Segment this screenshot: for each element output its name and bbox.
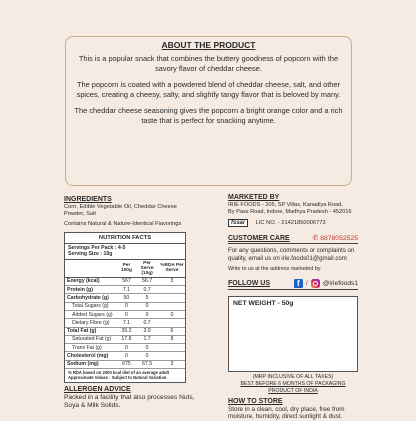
nutrition-header: Per Serve (10g) (135, 260, 159, 278)
nutrient-label: Saturated Fat (g) (65, 335, 118, 343)
nutrient-value: 0.7 (135, 286, 159, 294)
marketed-address-1: IRIE FOODS - 205, SP Villas, Kanadiya Road, (228, 202, 343, 208)
serving-info (65, 244, 185, 260)
nutrient-value: 5 (135, 294, 159, 302)
servings-per-pack: Servings Per Pack : 4-5 (68, 245, 126, 251)
nutrient-value: 0 (118, 302, 135, 310)
nutrient-value: 8 (159, 335, 185, 343)
nutrition-row (65, 352, 185, 360)
nutrient-value: 0 (135, 352, 159, 360)
mrp-info (228, 374, 358, 395)
customer-care-text: For any questions, comments or complaints on quality, email us on irie.foods01@gmail.com (228, 247, 355, 262)
net-weight: NET WEIGHT - 50g (233, 299, 294, 307)
nutrient-value: 0 (135, 344, 159, 352)
social-handle[interactable]: @iriefoods1 (322, 279, 358, 287)
nutrition-row (65, 302, 185, 310)
approx-note: Approximate Values : Subject to Natural Variation (68, 374, 167, 380)
license-number: LIC NO. - 21421850006773 (255, 219, 326, 226)
divider (228, 243, 358, 244)
nutrient-label: Trans Fat (g) (65, 344, 118, 352)
nutrient-value: 0 (159, 310, 185, 318)
facebook-icon[interactable]: f (294, 279, 303, 288)
nutrition-row (65, 310, 185, 318)
nutrient-value (159, 286, 185, 294)
nutrient-value: 1.7 (135, 335, 159, 343)
nutrient-label: Dietary Fibre (g) (65, 319, 118, 327)
nutrient-value: 0 (135, 310, 159, 318)
nutrient-value: 50 (118, 294, 135, 302)
mrp-note: (MRP INCLUSIVE OF ALL TAXES) (252, 373, 334, 380)
nutrient-value: 0 (135, 302, 159, 310)
social-links (294, 279, 358, 288)
net-weight-box (228, 296, 358, 372)
customer-care-header (228, 234, 358, 242)
fssai-row (228, 219, 358, 227)
storage-text: Store in a clean, cool, dry place, free from moisture, humidity, direct sunlight & dust. (228, 405, 345, 421)
nutrient-value: 3 (159, 277, 185, 285)
allergen-section (64, 386, 204, 410)
nutrition-row (65, 360, 185, 368)
nutrient-label: Total Fat (g) (65, 327, 118, 335)
nutrient-value (159, 294, 185, 302)
about-paragraph-2: The popcorn is coated with a powdered blend of cheddar cheese, salt, and other spices, creating a cheesy, salty, and slightly tangy flavor that is beloved by many. (76, 80, 341, 99)
country-of-origin: PRODUCT OF INDIA (268, 387, 318, 394)
nutrient-label: Total Sugars (g) (65, 302, 118, 310)
storage-title: HOW TO STORE (228, 397, 283, 405)
nutrient-value: 7.1 (118, 286, 135, 294)
nutrient-label: Carbohydrate (g) (65, 294, 118, 302)
nutrient-value (159, 302, 185, 310)
about-box (65, 36, 352, 186)
left-column (64, 196, 198, 383)
nutrition-row (65, 335, 185, 343)
allergen-text: Packed in a facility that also processes Nuts, Soya & Milk Solids. (64, 394, 195, 409)
nutrition-row (65, 344, 185, 352)
nutrient-label: Added Sugars (g) (65, 310, 118, 318)
nutrient-value: 0 (118, 310, 135, 318)
nutrient-value: 675 (118, 360, 135, 368)
nutrient-value: 39.2 (118, 327, 135, 335)
marketed-address-2: By Pass Road, Indore, Madhya Pradesh - 452016 (228, 209, 352, 216)
about-paragraph-1: This is a popular snack that combines the buttery goodness of popcorn with the savory flavor of cheddar cheese. (78, 54, 339, 73)
nutrient-value: 0 (118, 352, 135, 360)
fssai-logo: fssai (228, 219, 248, 227)
separator: / (305, 279, 308, 287)
marketed-by-title: MARKETED BY (228, 194, 280, 201)
follow-us-title: FOLLOW US (228, 279, 270, 287)
follow-row (228, 279, 358, 288)
nutrition-row (65, 327, 185, 335)
nutrient-value: 6 (159, 327, 185, 335)
allergen-title: ALLERGEN ADVICE (64, 386, 131, 393)
nutrition-footnote (65, 369, 185, 382)
nutrition-grid (65, 260, 185, 369)
right-column (228, 194, 358, 421)
nutrient-value: 3.9 (135, 327, 159, 335)
nutrient-value (159, 319, 185, 327)
nutrition-row (65, 319, 185, 327)
nutrient-value: 0 (118, 344, 135, 352)
about-title: ABOUT THE PRODUCT (161, 40, 256, 50)
nutrition-facts-table (64, 232, 186, 383)
ingredients-title: INGREDIENTS (64, 196, 112, 203)
phone-number[interactable] (312, 234, 358, 242)
nutrient-label: Cholesterol (mg) (65, 352, 118, 360)
nutrition-header: %RDA Per Serve (159, 260, 185, 278)
nutrient-value: 67.5 (135, 360, 159, 368)
instagram-icon[interactable] (311, 279, 320, 288)
nutrient-value: 17.8 (118, 335, 135, 343)
write-to-us: Write to us at the address marketed by. (228, 265, 322, 272)
nutrient-value: 0.7 (135, 319, 159, 327)
nutrient-label: Energy (kcal) (65, 277, 118, 285)
phone-text: 8878052525 (320, 234, 358, 242)
nutrient-value (159, 352, 185, 360)
nutrition-row (65, 286, 185, 294)
best-before: BEST BEFORE 6 MONTHS OF PACKAGING (240, 380, 346, 387)
nutrition-header: Per 100g (118, 260, 135, 278)
ingredients-text: Corn, Edible Vegetable Oil, Cheddar Cheese Powder, Salt (64, 204, 177, 217)
nutrient-value: 3 (159, 360, 185, 368)
customer-care-title: CUSTOMER CARE (228, 234, 290, 242)
nutrient-value: 56.7 (135, 277, 159, 285)
nutrient-value: 567 (118, 277, 135, 285)
phone-icon: ✆ (312, 235, 319, 243)
flavour-note: Contains Natural & Nature-Identical Flavorings (64, 221, 182, 227)
rda-note: % RDA based on 2000 kcal diet of an average adult (68, 369, 170, 375)
nutrient-label: Protein (g) (65, 286, 118, 294)
nutrition-rows (65, 277, 185, 368)
nutrition-row (65, 277, 185, 285)
nutrient-value (159, 344, 185, 352)
divider (228, 289, 358, 290)
nutrient-value: 7.1 (118, 319, 135, 327)
nutrition-header (65, 260, 118, 278)
serving-size: Serving Size : 10g (68, 251, 113, 258)
about-paragraph-3: The cheddar cheese seasoning gives the popcorn a bright orange color and a rich taste that is perfect for snacking anytime. (74, 106, 343, 125)
nutrition-title: NUTRITION FACTS (65, 233, 185, 244)
nutrient-label: Sodium (mg) (65, 360, 118, 368)
nutrition-row (65, 294, 185, 302)
